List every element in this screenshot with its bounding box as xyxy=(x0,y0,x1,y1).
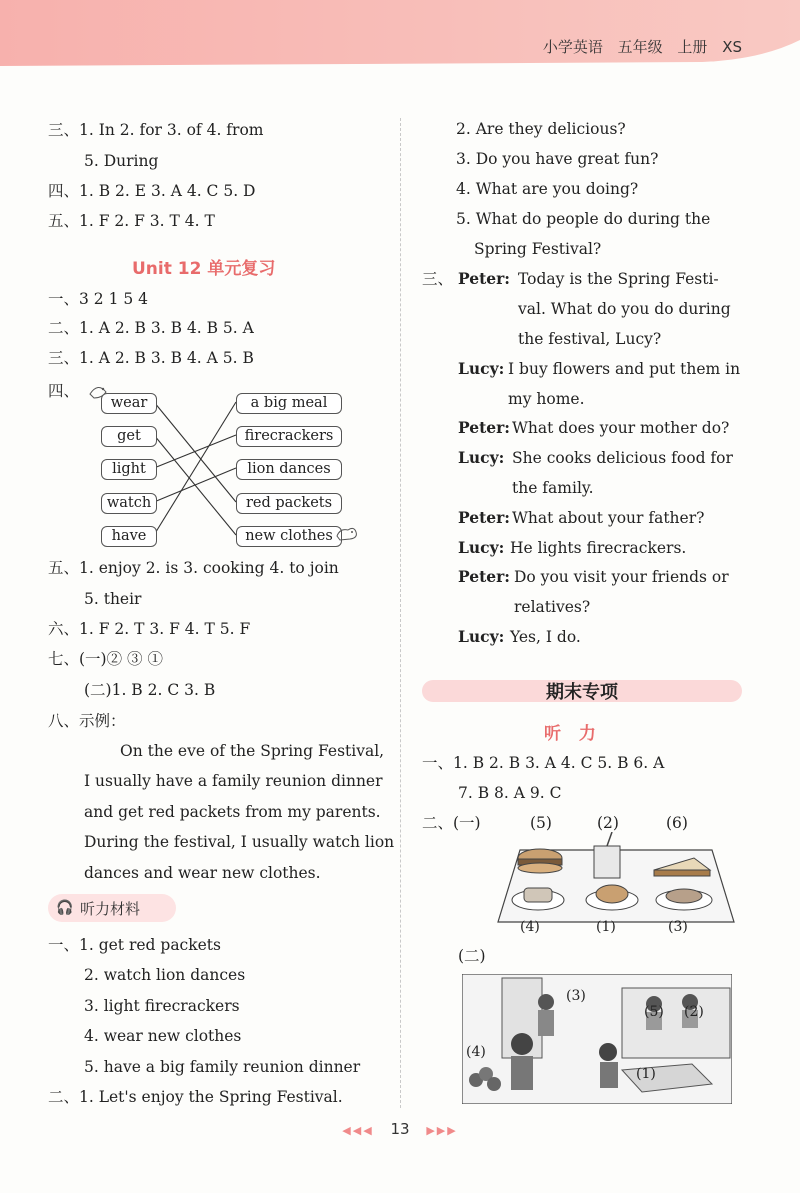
answer-line: 三、1. A 2. B 3. B 4. A 5. B xyxy=(48,349,254,367)
dialog-line: Yes, I do. xyxy=(510,628,581,646)
dialog-line: the festival, Lucy? xyxy=(518,330,662,348)
pic-label: (5) xyxy=(530,814,552,832)
essay-line: and get red packets from my parents. xyxy=(84,803,381,821)
answer-line: (二) xyxy=(458,947,486,965)
final-section-banner: 期末专项 xyxy=(422,680,742,702)
answer-line: (二)1. B 2. C 3. B xyxy=(84,681,216,699)
person-icon xyxy=(538,994,554,1036)
speaker: Peter: xyxy=(458,269,511,288)
speaker: Peter: xyxy=(458,418,511,437)
answer-line: 二、1. A 2. B 3. B 4. B 5. A xyxy=(48,319,254,337)
header-title: 小学英语 五年级 上册 XS xyxy=(542,38,742,56)
pic-label: (6) xyxy=(666,814,688,832)
match-left-item: light xyxy=(101,459,157,480)
script-line: 5. have a big family reunion dinner xyxy=(84,1058,361,1076)
answer-line: 5. their xyxy=(84,590,142,608)
person-icon xyxy=(511,1033,533,1090)
pic-label: (3) xyxy=(566,988,586,1004)
dialog-line: val. What do you do during xyxy=(518,300,731,318)
answer-line: 八、示例： xyxy=(48,712,126,730)
answer-line: 四、1. B 2. E 3. A 4. C 5. D xyxy=(48,182,256,200)
script-line: 4. wear new clothes xyxy=(84,1027,242,1045)
match-right-item: firecrackers xyxy=(236,426,342,447)
section-number: 三、 xyxy=(422,270,454,288)
answer-line: 5. During xyxy=(84,152,159,170)
match-right-item: red packets xyxy=(236,493,342,514)
unit-title: Unit 12 单元复习 xyxy=(132,259,276,279)
dialog-line: the family. xyxy=(512,479,594,497)
person-icon xyxy=(599,1043,618,1088)
script-line: 3. light firecrackers xyxy=(84,997,240,1015)
match-left-item: get xyxy=(101,426,157,447)
dialog-line: What about your father? xyxy=(512,509,705,527)
answer-line: 一、3 2 1 5 4 xyxy=(48,290,149,308)
dialog-line: What does your mother do? xyxy=(512,419,730,437)
speaker: Lucy: xyxy=(458,627,505,646)
right-arrows-icon: ▶▶▶ xyxy=(426,1124,458,1137)
match-right-item: a big meal xyxy=(236,393,342,414)
essay-line: I usually have a family reunion dinner xyxy=(84,772,383,790)
pic-label: (1) xyxy=(596,919,616,935)
answer-line: 二、(一) xyxy=(422,814,481,832)
dialog-line: She cooks delicious food for xyxy=(512,449,733,467)
pic-label: (5) xyxy=(644,1004,664,1020)
script-line: 5. What do people do during the xyxy=(456,210,711,228)
match-right-item: new clothes xyxy=(236,526,342,547)
match-right-item: lion dances xyxy=(236,459,342,480)
page-footer xyxy=(0,1120,800,1138)
speaker: Lucy: xyxy=(458,448,505,467)
pic-label: (2) xyxy=(684,1004,704,1020)
dialog-line: Do you visit your friends or xyxy=(514,568,729,586)
script-line: 一、1. get red packets xyxy=(48,936,221,954)
essay-line: During the festival, I usually watch lion xyxy=(84,833,395,851)
script-line: 3. Do you have great fun? xyxy=(456,150,659,168)
match-left-item: have xyxy=(101,526,157,547)
listening-title: 听 力 xyxy=(544,724,602,744)
speaker: Peter: xyxy=(458,508,511,527)
dialog-line: relatives? xyxy=(514,598,591,616)
answer-line: 一、1. B 2. B 3. A 4. C 5. B 6. A xyxy=(422,754,665,772)
pic-label: (2) xyxy=(597,814,619,832)
script-line: 4. What are you doing? xyxy=(456,180,639,198)
pic-label: (1) xyxy=(636,1066,656,1082)
speaker: Lucy: xyxy=(458,538,505,557)
answer-line: 六、1. F 2. T 3. F 4. T 5. F xyxy=(48,620,251,638)
left-arrows-icon: ◀◀◀ xyxy=(342,1124,374,1137)
dialog-line: He lights firecrackers. xyxy=(510,539,687,557)
answer-line: 七、(一)② ③ ① xyxy=(48,650,163,668)
drink-icon xyxy=(594,832,620,878)
page-number: 13 xyxy=(390,1120,410,1138)
pic-label: (3) xyxy=(668,919,688,935)
essay-line: dances and wear new clothes. xyxy=(84,864,321,882)
match-left-item: watch xyxy=(101,493,157,514)
answer-line: 四、 xyxy=(48,382,80,400)
food-table-illustration xyxy=(494,832,740,930)
family-scene-illustration xyxy=(462,974,732,1104)
script-line: Spring Festival? xyxy=(474,240,602,258)
dialog-line: my home. xyxy=(508,390,585,408)
column-divider xyxy=(400,118,401,1108)
listening-material-tag: 🎧 听力材料 xyxy=(48,894,176,922)
match-left-item: wear xyxy=(101,393,157,414)
answer-line: 五、1. F 2. F 3. T 4. T xyxy=(48,212,215,230)
burger-icon xyxy=(518,849,562,873)
speaker: Lucy: xyxy=(458,359,505,378)
dog-icon xyxy=(334,522,360,544)
headphones-icon: 🎧 xyxy=(56,900,74,916)
script-line: 二、1. Let's enjoy the Spring Festival. xyxy=(48,1088,343,1106)
dialog-line: I buy flowers and put them in xyxy=(508,360,741,378)
essay-line: On the eve of the Spring Festival, xyxy=(120,742,385,760)
pic-label: (4) xyxy=(520,919,540,935)
header-band xyxy=(0,0,800,68)
dialog-line: Today is the Spring Festi- xyxy=(518,270,719,288)
answer-line: 7. B 8. A 9. C xyxy=(458,784,562,802)
answer-line: 三、1. In 2. for 3. of 4. from xyxy=(48,121,264,139)
answer-line: 五、1. enjoy 2. is 3. cooking 4. to join xyxy=(48,559,339,577)
pic-label: (4) xyxy=(466,1044,486,1060)
speaker: Peter: xyxy=(458,567,511,586)
script-line: 2. Are they delicious? xyxy=(456,120,626,138)
script-line: 2. watch lion dances xyxy=(84,966,246,984)
